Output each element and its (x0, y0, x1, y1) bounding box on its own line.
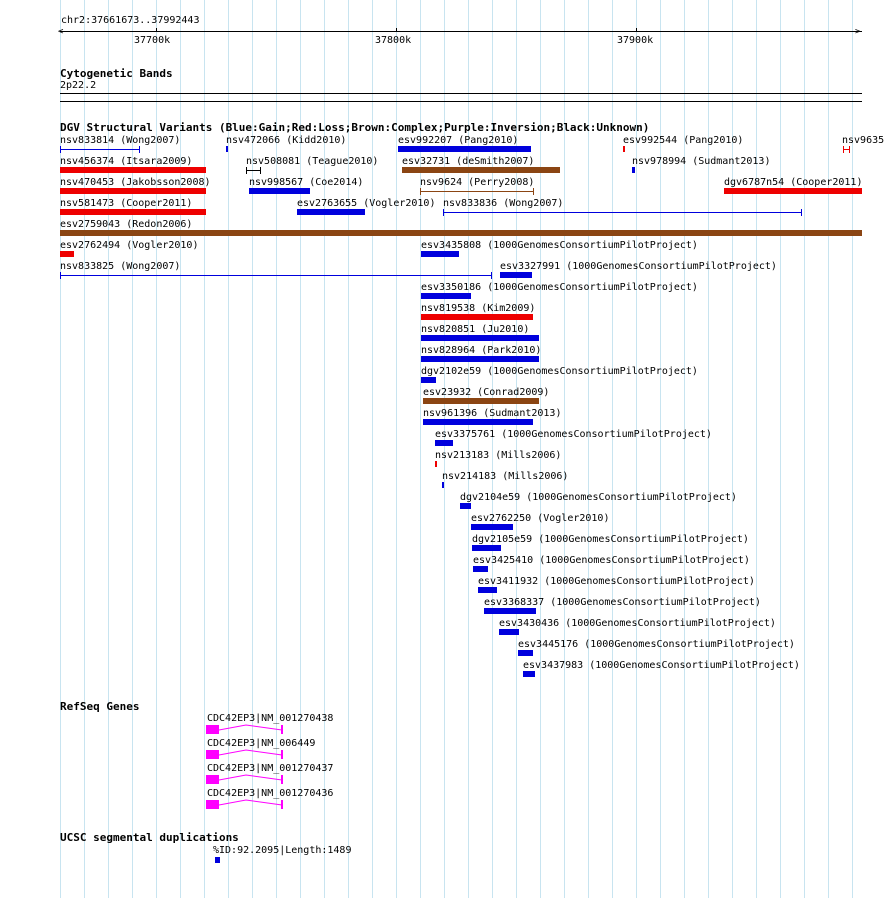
sv-feature-gain[interactable] (297, 209, 365, 215)
ruler-tick (156, 28, 157, 32)
sv-label[interactable]: nsv470453 (Jakobsson2008) (60, 177, 211, 188)
sv-feature-gain[interactable] (421, 356, 539, 362)
sv-label[interactable]: esv3375761 (1000GenomesConsortiumPilotProject) (435, 429, 712, 440)
sv-label[interactable]: esv992207 (Pang2010) (398, 135, 519, 146)
sv-label[interactable]: dgv2104e59 (1000GenomesConsortiumPilotProject) (460, 492, 737, 503)
sv-feature-gain[interactable] (460, 503, 471, 509)
sv-label[interactable]: nsv833825 (Wong2007) (60, 261, 181, 272)
sv-label[interactable]: esv2763655 (Vogler2010) (297, 198, 436, 209)
sv-feature-loss[interactable] (724, 188, 862, 194)
sv-end-tick (849, 146, 850, 153)
sv-feature-gain[interactable] (499, 629, 519, 635)
sv-feature-gain[interactable] (472, 545, 501, 551)
sv-end-tick (60, 272, 61, 279)
sv-label[interactable]: nsv9624 (Perry2008) (420, 177, 535, 188)
sv-feature-gain[interactable] (484, 608, 536, 614)
sv-label[interactable]: nsv833836 (Wong2007) (443, 198, 564, 209)
sv-feature-gain[interactable] (60, 149, 140, 150)
sv-label[interactable]: esv3411932 (1000GenomesConsortiumPilotProject) (478, 576, 755, 587)
sv-end-tick (139, 146, 140, 153)
sv-feature-gain[interactable] (421, 377, 436, 383)
sv-feature-gain[interactable] (249, 188, 310, 194)
sv-end-tick (533, 188, 534, 195)
gene-label[interactable]: CDC42EP3|NM_001270436 (207, 788, 334, 799)
grid-line (564, 0, 565, 898)
sv-feature-complex[interactable] (60, 230, 862, 236)
dgv-track-title[interactable]: DGV Structural Variants (Blue:Gain;Red:Loss;Brown:Complex;Purple:Inversion;Black:Unknown) (60, 121, 650, 134)
ruler-tick (396, 28, 397, 32)
sv-end-tick (443, 209, 444, 216)
sv-label[interactable]: esv992544 (Pang2010) (623, 135, 744, 146)
sv-label[interactable]: esv3425410 (1000GenomesConsortiumPilotProject) (473, 555, 750, 566)
ruler-tick (636, 28, 637, 32)
sv-feature-loss[interactable] (421, 314, 533, 320)
ruler-tick-label: 37900k (617, 35, 654, 46)
cytoband-bottom-line (60, 101, 862, 102)
ruler-left-arrow: < (58, 27, 64, 37)
sv-label[interactable]: esv3435808 (1000GenomesConsortiumPilotProject) (421, 240, 698, 251)
sv-label[interactable]: nsv508081 (Teague2010) (246, 156, 379, 167)
sv-label[interactable]: esv3437983 (1000GenomesConsortiumPilotProject) (523, 660, 800, 671)
sv-end-tick (491, 272, 492, 279)
sv-label[interactable]: nsv214183 (Mills2006) (442, 471, 569, 482)
sv-label[interactable]: esv3445176 (1000GenomesConsortiumPilotProject) (518, 639, 795, 650)
sv-end-tick (420, 188, 421, 195)
sv-label[interactable]: esv23932 (Conrad2009) (423, 387, 550, 398)
gene-label[interactable]: CDC42EP3|NM_006449 (207, 738, 316, 749)
sv-label[interactable]: dgv2105e59 (1000GenomesConsortiumPilotProject) (472, 534, 749, 545)
sv-feature-loss[interactable] (60, 251, 74, 257)
grid-line (828, 0, 829, 898)
sv-label[interactable]: esv3350186 (1000GenomesConsortiumPilotProject) (421, 282, 698, 293)
grid-line (348, 0, 349, 898)
sv-label[interactable]: esv3327991 (1000GenomesConsortiumPilotProject) (500, 261, 777, 272)
sv-label[interactable]: nsv998567 (Coe2014) (249, 177, 364, 188)
sv-end-tick (801, 209, 802, 216)
gene-model[interactable] (206, 774, 286, 786)
grid-line (780, 0, 781, 898)
ruler-axis (60, 31, 862, 32)
ruler-tick-label: 37700k (134, 35, 171, 46)
sv-feature-gain[interactable] (478, 587, 497, 593)
grid-line (204, 0, 205, 898)
sv-label[interactable]: nsv9635 (842, 135, 885, 146)
sv-label[interactable]: nsv833814 (Wong2007) (60, 135, 181, 146)
sv-feature-gain[interactable] (442, 482, 444, 488)
sv-label[interactable]: nsv213183 (Mills2006) (435, 450, 562, 461)
sv-end-tick (843, 146, 844, 153)
grid-line (612, 0, 613, 898)
sv-end-tick (246, 167, 247, 174)
grid-line (540, 0, 541, 898)
refseq-track-title[interactable]: RefSeq Genes (60, 700, 140, 713)
cytoband-label: 2p22.2 (60, 80, 97, 91)
sv-feature-gain[interactable] (435, 440, 453, 446)
sv-feature-gain[interactable] (423, 419, 533, 425)
sv-feature-complex[interactable] (423, 398, 539, 404)
segdup-label[interactable]: %ID:92.2095|Length:1489 (213, 845, 352, 856)
sv-label[interactable]: nsv819538 (Kim2009) (421, 303, 536, 314)
segdup-feature[interactable] (215, 857, 220, 863)
sv-feature-gain[interactable] (523, 671, 535, 677)
cytoband-track-title[interactable]: Cytogenetic Bands (60, 67, 173, 80)
sv-label[interactable]: nsv456374 (Itsara2009) (60, 156, 193, 167)
sv-feature-gain[interactable] (226, 146, 228, 152)
sv-feature-gain[interactable] (500, 272, 532, 278)
sv-end-tick (457, 251, 458, 257)
sv-feature-gain[interactable] (421, 335, 539, 341)
sv-feature-loss[interactable] (435, 461, 437, 467)
sv-feature-gain[interactable] (398, 146, 531, 152)
sv-label[interactable]: esv2759043 (Redon2006) (60, 219, 193, 230)
gene-label[interactable]: CDC42EP3|NM_001270437 (207, 763, 334, 774)
sv-label[interactable]: nsv828964 (Park2010) (421, 345, 542, 356)
gene-model[interactable] (206, 724, 286, 736)
sv-feature-loss[interactable] (623, 146, 625, 152)
sv-feature-gain[interactable] (632, 167, 635, 173)
region-label: chr2:37661673..37992443 (61, 15, 200, 26)
gene-model[interactable] (206, 799, 286, 811)
sv-label[interactable]: nsv978994 (Sudmant2013) (632, 156, 771, 167)
sv-feature-unknown[interactable] (246, 170, 261, 171)
sv-feature-gain[interactable] (421, 293, 471, 299)
sv-label[interactable]: esv3368337 (1000GenomesConsortiumPilotProject) (484, 597, 761, 608)
sv-feature-complex[interactable] (420, 191, 534, 192)
ruler-tick-label: 37800k (375, 35, 412, 46)
sv-feature-loss[interactable] (60, 167, 206, 173)
grid-line (372, 0, 373, 898)
segdup-track-title[interactable]: UCSC segmental duplications (60, 831, 239, 844)
sv-feature-gain[interactable] (421, 251, 459, 257)
sv-label[interactable]: esv2762250 (Vogler2010) (471, 513, 610, 524)
sv-label[interactable]: nsv581473 (Cooper2011) (60, 198, 193, 209)
sv-feature-gain[interactable] (471, 524, 513, 530)
sv-feature-gain[interactable] (60, 275, 492, 276)
sv-label[interactable]: nsv820851 (Ju2010) (421, 324, 530, 335)
sv-end-tick (60, 146, 61, 153)
ruler-right-arrow: > (855, 27, 861, 37)
sv-label[interactable]: nsv961396 (Sudmant2013) (423, 408, 562, 419)
grid-line (588, 0, 589, 898)
sv-feature-complex[interactable] (402, 167, 560, 173)
sv-label[interactable]: dgv2102e59 (1000GenomesConsortiumPilotProject) (421, 366, 698, 377)
sv-feature-loss[interactable] (60, 188, 206, 194)
sv-feature-gain[interactable] (518, 650, 533, 656)
sv-label[interactable]: esv3430436 (1000GenomesConsortiumPilotProject) (499, 618, 776, 629)
sv-label[interactable]: nsv472066 (Kidd2010) (226, 135, 347, 146)
sv-label[interactable]: esv32731 (deSmith2007) (402, 156, 535, 167)
cytoband-top-line (60, 93, 862, 94)
sv-label[interactable]: dgv6787n54 (Cooper2011) (724, 177, 863, 188)
gene-label[interactable]: CDC42EP3|NM_001270438 (207, 713, 334, 724)
sv-feature-gain[interactable] (473, 566, 488, 572)
sv-feature-loss[interactable] (60, 209, 206, 215)
grid-line (804, 0, 805, 898)
gene-model[interactable] (206, 749, 286, 761)
grid-line (396, 0, 397, 898)
sv-label[interactable]: esv2762494 (Vogler2010) (60, 240, 199, 251)
sv-feature-gain[interactable] (443, 212, 802, 213)
grid-line (756, 0, 757, 898)
sv-end-tick (260, 167, 261, 174)
